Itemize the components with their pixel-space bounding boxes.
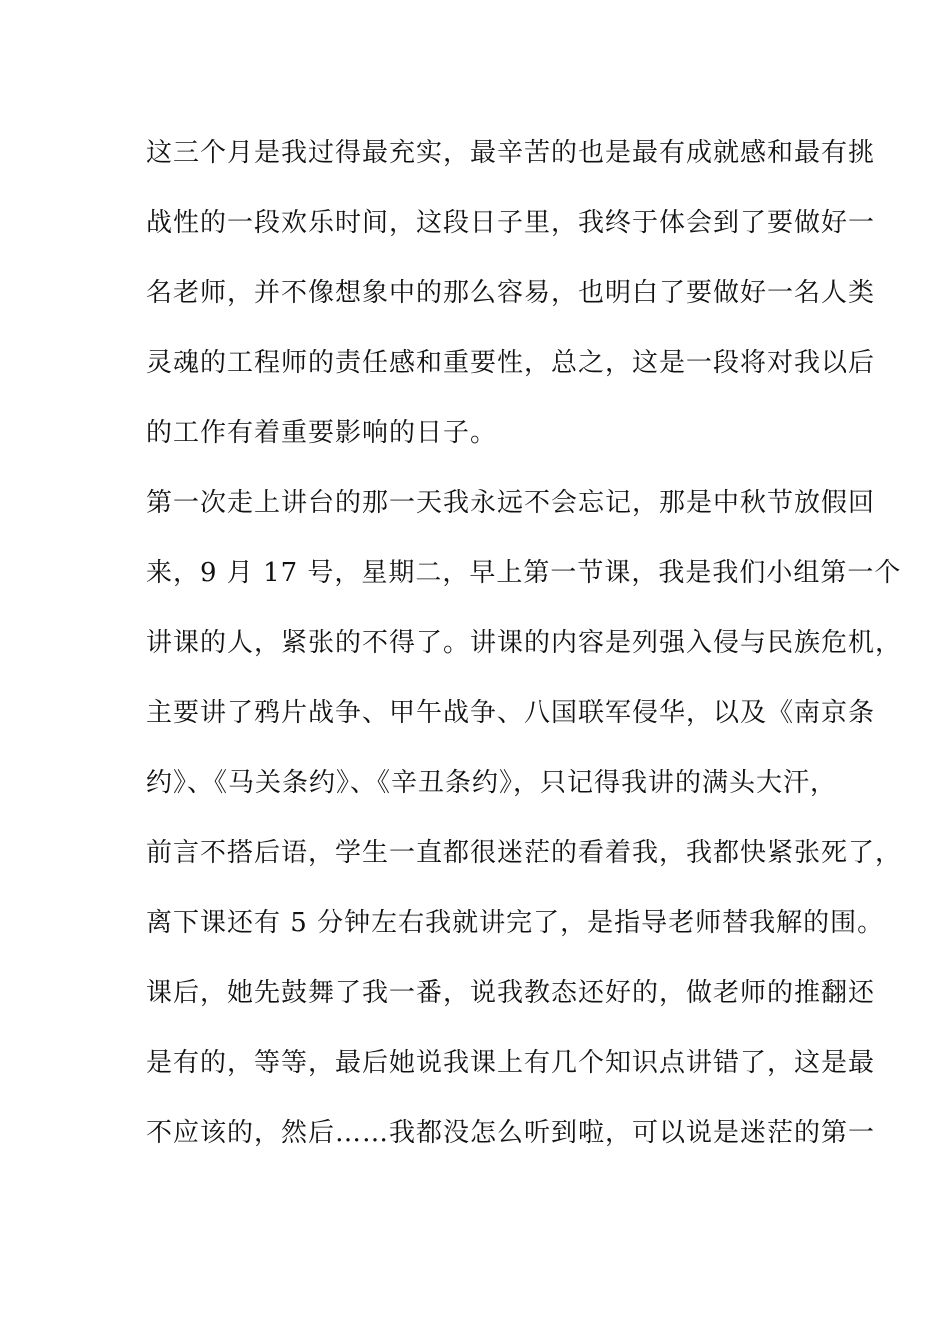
text-line: 课后，她先鼓舞了我一番，说我教态还好的，做老师的推翻还: [146, 978, 876, 1008]
text-line: 的工作有着重要影响的日子。: [146, 418, 498, 448]
body-text: [146, 130, 903, 1180]
text-line: 是有的，等等，最后她说我课上有几个知识点讲错了，这是最: [146, 1048, 876, 1078]
text-line: 第一次走上讲台的那一天我永远不会忘记，那是中秋节放假回: [146, 488, 876, 518]
text-line: 主要讲了鸦片战争、甲午战争、八国联军侵华，以及《南京条: [146, 698, 876, 728]
text-line: 这三个月是我过得最充实，最辛苦的也是最有成就感和最有挑: [146, 138, 876, 168]
text-line: 不应该的，然后……我都没怎么听到啦，可以说是迷茫的第一: [146, 1118, 876, 1148]
text-line: 离下课还有 5 分钟左右我就讲完了，是指导老师替我解的围。: [146, 908, 885, 938]
text-line: 名老师，并不像想象中的那么容易，也明白了要做好一名人类: [146, 278, 876, 308]
text-line: 讲课的人，紧张的不得了。讲课的内容是列强入侵与民族危机，: [146, 628, 903, 658]
text-line: 约》、《马关条约》、《辛丑条约》，只记得我讲的满头大汗，: [146, 768, 838, 798]
text-line: 前言不搭后语，学生一直都很迷茫的看着我，我都快紧张死了，: [146, 838, 903, 868]
text-line: 灵魂的工程师的责任感和重要性，总之，这是一段将对我以后: [146, 348, 876, 378]
text-line: 来，9 月 17 号，星期二，早上第一节课，我是我们小组第一个: [146, 558, 902, 588]
text-line: 战性的一段欢乐时间，这段日子里，我终于体会到了要做好一: [146, 208, 876, 238]
